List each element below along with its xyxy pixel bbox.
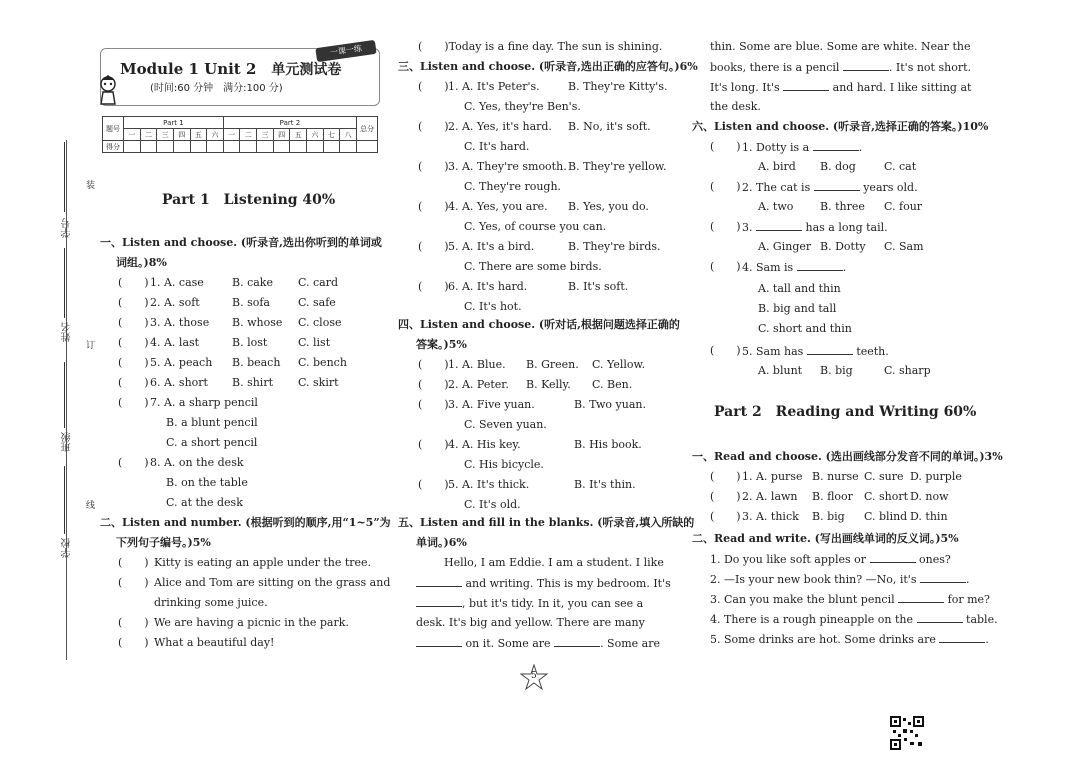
blank-xingming[interactable] (64, 248, 66, 318)
part2-header: Part 2 (223, 117, 356, 129)
page-title: Module 1 Unit 2 单元测试卷 (120, 60, 342, 78)
part2-section1-title: 一、Read and choose. (选出画线部分发音不同的单词。)3% (692, 450, 1003, 463)
exam-meta: (时间:60 分钟 满分:100 分) (150, 83, 283, 94)
section1-title-cont: 词组。)8% (116, 256, 167, 269)
blank-xuehao[interactable] (64, 142, 66, 212)
label-xuehao: 学号 (62, 218, 73, 238)
section4-title: 四、Listen and choose. (听对话,根据问题选择正确的 (398, 318, 680, 331)
part1-heading: Part 1 Listening 40% (162, 192, 336, 208)
label-xuexiao: 学校 (62, 538, 73, 558)
s2-item-6: ( )Today is a fine day. The sun is shining. (418, 40, 663, 53)
part2-heading: Part 2 Reading and Writing 60% (714, 404, 977, 420)
section2-title: 二、Listen and number. (根据听到的顺序,用“1~5”为 (100, 516, 391, 529)
section1-title: 一、Listen and choose. (听录音,选出你听到的单词或 (100, 236, 382, 249)
total-header: 总分 (357, 117, 378, 141)
section2-title-cont: 下列句子编号。)5% (116, 536, 211, 549)
binding-mark-ding: 订 (86, 341, 96, 351)
row-label-defen: 得分 (103, 141, 124, 153)
binding-mark-xian: 线 (86, 501, 96, 511)
part2-section2-title: 二、Read and write. (写出画线单词的反义词。)5% (692, 532, 959, 545)
blank-xuexiao[interactable] (64, 466, 66, 534)
label-banji: 班级 (62, 432, 73, 452)
section5-title-cont: 单词。)6% (416, 536, 467, 549)
section3-title: 三、Listen and choose. (听录音,选出正确的应答句。)6% (398, 60, 698, 73)
qr-code-icon[interactable] (890, 716, 924, 754)
part1-header: Part 1 (124, 117, 224, 129)
section5-title: 五、Listen and fill in the blanks. (听录音,填入所缺的 (398, 516, 695, 529)
binding-mark-zhuang: 装 (86, 181, 96, 191)
blank-banji[interactable] (64, 362, 66, 428)
section4-title-cont: 答案。)5% (416, 338, 467, 351)
label-xingming: 姓名 (62, 322, 73, 342)
series-badge: 一课一练 (315, 40, 376, 62)
score-table: 题号 Part 1 Part 2 总分 一 二 三 四 五 六 一 二 三 四 五 六 七 八 得分 (102, 116, 378, 153)
page-number: 5 (531, 671, 537, 681)
row-label-tihao: 题号 (103, 117, 124, 141)
section6-title: 六、Listen and choose. (听录音,选择正确的答案。)10% (692, 120, 989, 133)
mascot-icon (94, 74, 122, 110)
